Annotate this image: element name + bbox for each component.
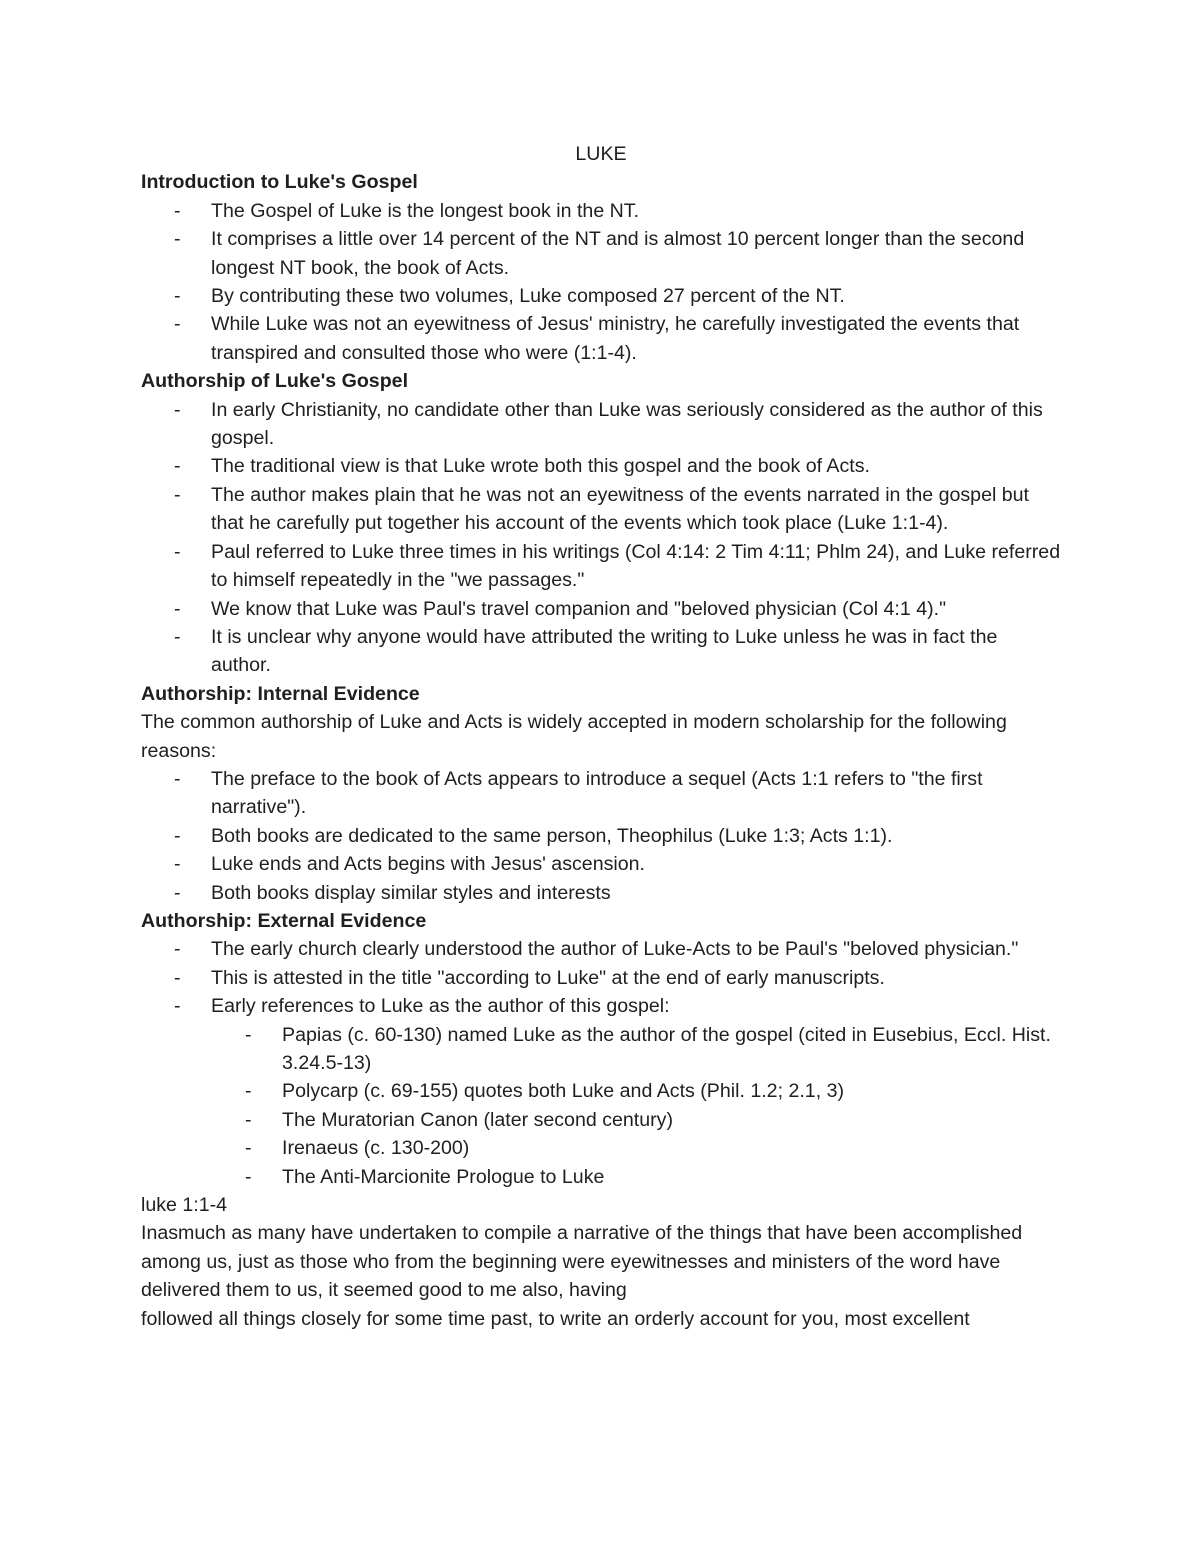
sub-list-item: - The Anti-Marcionite Prologue to Luke [141,1163,1061,1191]
sub-list-item: - The Muratorian Canon (later second century) [141,1106,1061,1134]
intro-list [141,197,1061,367]
section-heading-authorship: Authorship of Luke's Gospel [141,370,409,393]
list-item: - Both books are dedicated to the same person, Theophilus (Luke 1:3; Acts 1:1). [141,822,1061,850]
list-item: - While Luke was not an eyewitness of Jesus' ministry, he carefully investigated the events that transpired and consulted those who were (1:1-4). [141,310,1061,367]
document-page [141,140,1061,1333]
list-item: - Luke ends and Acts begins with Jesus' ascension. [141,850,1061,878]
passage-text-continued: followed all things closely for some time past, to write an orderly account for you, most excellent [141,1307,970,1330]
sub-list-item: - Irenaeus (c. 130-200) [141,1134,1061,1162]
list-item: - Early references to Luke as the author of this gospel: [141,992,1061,1020]
list-item: - We know that Luke was Paul's travel companion and "beloved physician (Col 4:1 4)." [141,595,1061,623]
authorship-list [141,396,1061,680]
sub-list-item: - Papias (c. 60-130) named Luke as the author of the gospel (cited in Eusebius, Eccl. Hist. 3.24.5-13) [141,1021,1061,1078]
list-item: - By contributing these two volumes, Luke composed 27 percent of the NT. [141,282,1061,310]
list-item: - The traditional view is that Luke wrote both this gospel and the book of Acts. [141,452,1061,480]
external-evidence-list [141,935,1061,1020]
list-item: - It is unclear why anyone would have attributed the writing to Luke unless he was in fact the author. [141,623,1061,680]
section-heading-internal-evidence: Authorship: Internal Evidence [141,682,420,705]
internal-evidence-intro: The common authorship of Luke and Acts is widely accepted in modern scholarship for the following reasons: [141,711,1007,762]
list-item: - The early church clearly understood the author of Luke-Acts to be Paul's "beloved physician." [141,935,1061,963]
list-item: - Paul referred to Luke three times in his writings (Col 4:14: 2 Tim 4:11; Phlm 24), and Luke referred to himself repeatedly in the "we passages." [141,538,1061,595]
sub-list-item: - Polycarp (c. 69-155) quotes both Luke and Acts (Phil. 1.2; 2.1, 3) [141,1077,1061,1105]
list-item: - The preface to the book of Acts appears to introduce a sequel (Acts 1:1 refers to "the first narrative"). [141,765,1061,822]
section-heading-intro: Introduction to Luke's Gospel [141,171,418,194]
early-references-list [141,1021,1061,1191]
list-item: - The Gospel of Luke is the longest book in the NT. [141,197,1061,225]
list-item: - Both books display similar styles and interests [141,879,1061,907]
page-title: LUKE [575,143,627,165]
list-item: - In early Christianity, no candidate other than Luke was seriously considered as the author of this gospel. [141,396,1061,453]
list-item: - It comprises a little over 14 percent of the NT and is almost 10 percent longer than the second longest NT book, the book of Acts. [141,225,1061,282]
section-heading-external-evidence: Authorship: External Evidence [141,909,427,932]
passage-reference: luke 1:1-4 [141,1194,228,1217]
list-item: - This is attested in the title "according to Luke" at the end of early manuscripts. [141,964,1061,992]
list-item: - The author makes plain that he was not an eyewitness of the events narrated in the gospel but that he carefully put together his account of the events which took place (Luke 1:1-4). [141,481,1061,538]
internal-evidence-list [141,765,1061,907]
passage-text: Inasmuch as many have undertaken to compile a narrative of the things that have been accomplished among us, just as those who from the beginning were eyewitnesses and ministers of the word have delivered them to us, it seemed good to me also, having [141,1222,1023,1302]
